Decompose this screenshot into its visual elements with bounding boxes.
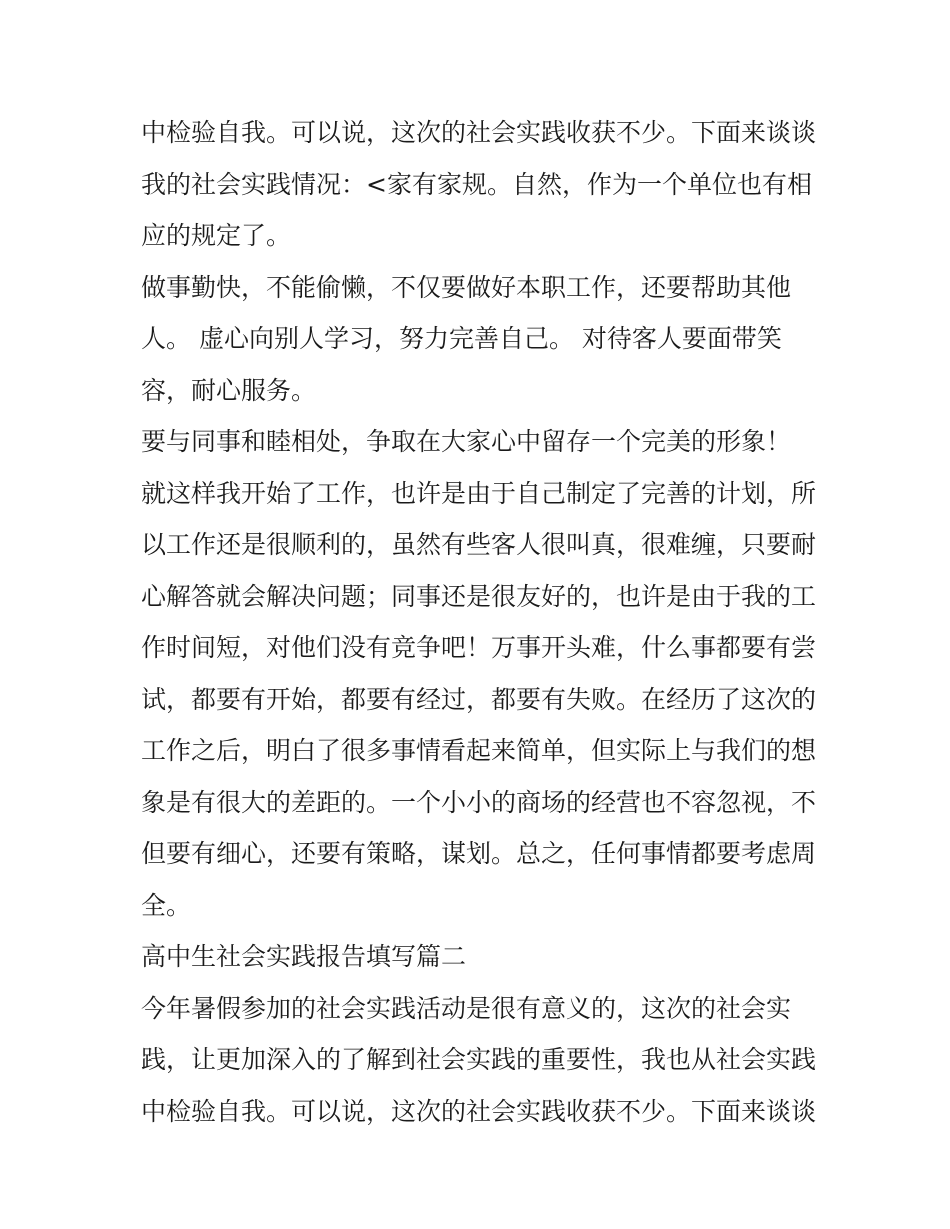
text-line: 试，都要有开始，都要有经过，都要有失败。在经历了这次的 [141, 684, 817, 714]
text-line: 全。 [141, 890, 192, 920]
text-line: 我的社会实践情况：<家有家规。自然，作为一个单位也有相 [141, 169, 812, 199]
text-line: 象是有很大的差距的。一个小小的商场的经营也不容忽视，不 [141, 787, 817, 817]
text-line: 要与同事和睦相处，争取在大家心中留存一个完美的形象！ [141, 427, 792, 456]
text-line: 今年暑假参加的社会实践活动是很有意义的，这次的社会实 [141, 993, 792, 1023]
text-line: 但要有细心，还要有策略，谋划。总之，任何事情都要考虑周 [141, 839, 817, 868]
text-line: 工作之后，明白了很多事情看起来简单，但实际上与我们的想 [141, 736, 817, 765]
text-line: 人。 虚心向别人学习，努力完善自己。 对待客人要面带笑 [141, 324, 782, 353]
text-line: 容，耐心服务。 [141, 375, 317, 405]
text-line: 践，让更加深入的了解到社会实践的重要性，我也从社会实践 [141, 1045, 817, 1074]
section-heading: 高中生社会实践报告填写篇二 [141, 942, 467, 971]
document-body [141, 107, 831, 1137]
text-line: 心解答就会解决问题；同事还是很友好的，也许是由于我的工 [141, 581, 817, 611]
text-line: 中检验自我。可以说，这次的社会实践收获不少。下面来谈谈 [141, 118, 817, 147]
text-line: 应的规定了。 [141, 221, 292, 250]
text-line: 就这样我开始了工作，也许是由于自己制定了完善的计划，所 [141, 478, 817, 508]
text-line: 做事勤快，不能偷懒，不仅要做好本职工作，还要帮助其他 [141, 272, 792, 302]
text-line: 作时间短，对他们没有竞争吧！万事开头难，什么事都要有尝 [141, 633, 817, 662]
text-line: 以工作还是很顺利的，虽然有些客人很叫真，很难缠，只要耐 [141, 530, 817, 559]
text-line: 中检验自我。可以说，这次的社会实践收获不少。下面来谈谈 [141, 1096, 817, 1126]
